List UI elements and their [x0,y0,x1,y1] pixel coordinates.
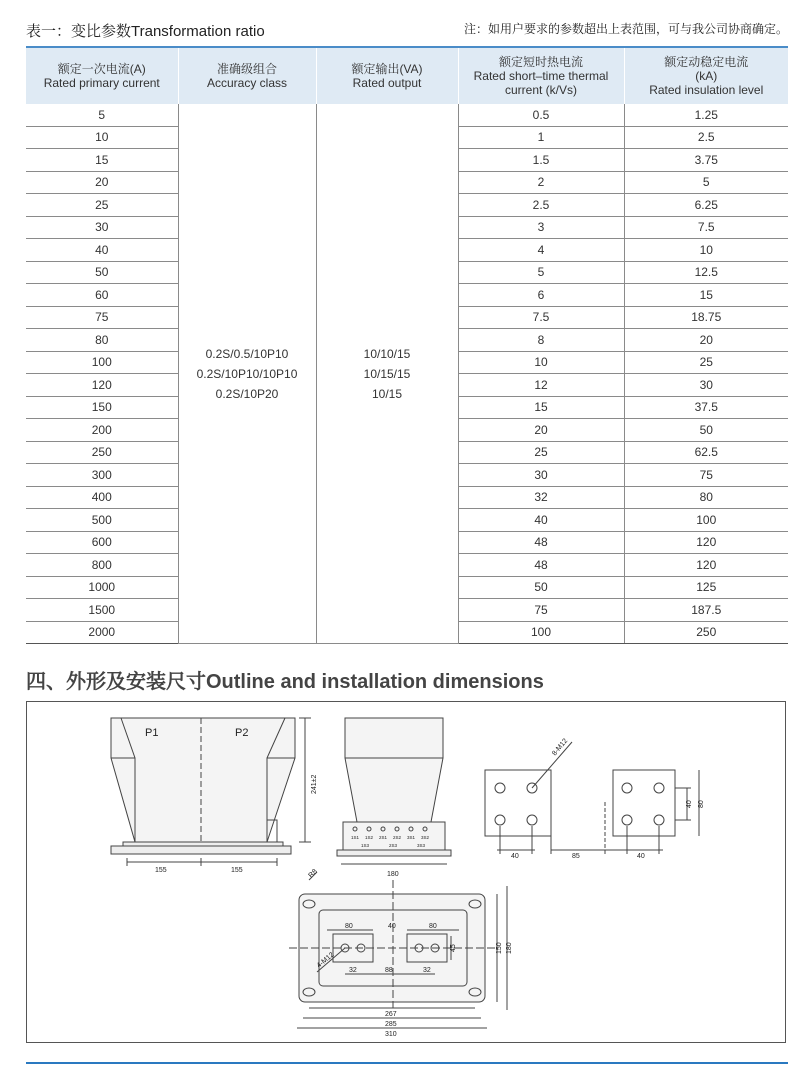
header-primary-current: 额定一次电流(A) Rated primary current [26,47,178,104]
header-dynamic-current: 额定动稳定电流 (kA) Rated insulation level [624,47,788,104]
cell-primary-current: 30 [26,216,178,239]
cell-dynamic-current: 100 [624,509,788,532]
rated-output-value: 10/10/15 [363,346,411,361]
cell-thermal-current: 15 [458,396,624,419]
cell-thermal-current: 6 [458,284,624,307]
cell-primary-current: 800 [26,554,178,577]
label-p1: P1 [145,727,159,739]
dimension-drawing [26,701,786,1043]
cell-thermal-current: 5 [458,261,624,284]
bottom-rule [26,1062,788,1064]
base-dimension-label: 45 [450,944,457,952]
terminal-label: 2S1 [379,835,388,840]
drawing-canvas [27,702,785,1042]
cell-thermal-current: 12 [458,374,624,397]
cell-primary-current: 50 [26,261,178,284]
cell-primary-current: 250 [26,441,178,464]
cell-primary-current: 400 [26,486,178,509]
cell-thermal-current: 48 [458,531,624,554]
cell-dynamic-current: 20 [624,329,788,352]
cell-primary-current: 25 [26,194,178,217]
front-view [111,718,318,874]
base-dimension-label: 180 [506,942,513,954]
terminal-label: 2S2 [393,835,402,840]
cell-accuracy-class [178,104,316,644]
cell-primary-current: 600 [26,531,178,554]
cell-primary-current: 300 [26,464,178,487]
cell-primary-current: 2000 [26,621,178,644]
cell-primary-current: 150 [26,396,178,419]
cell-dynamic-current: 18.75 [624,306,788,329]
cell-thermal-current: 100 [458,621,624,644]
dim-front-left: 155 [155,867,167,874]
cell-primary-current: 20 [26,171,178,194]
terminal-label: 3S1 [407,835,416,840]
cell-thermal-current: 20 [458,419,624,442]
bolt-label: 8-M12 [551,737,570,758]
base-dimension-label: 80 [345,923,353,930]
cell-thermal-current: 48 [458,554,624,577]
cell-dynamic-current: 120 [624,531,788,554]
cell-primary-current: 5 [26,104,178,126]
table-note: 注：如用户要求的参数超出上表范围，可与我公司协商确定。 [463,22,788,36]
cell-dynamic-current: 5 [624,171,788,194]
cell-thermal-current: 7.5 [458,306,624,329]
accuracy-class-value: 0.2S/0.5/10P10 [205,346,289,361]
cell-dynamic-current: 250 [624,621,788,644]
label-p2: P2 [235,727,249,739]
base-dimension-label: 150 [496,942,503,954]
cell-dynamic-current: 37.5 [624,396,788,419]
cell-primary-current: 10 [26,126,178,149]
cell-thermal-current: 3 [458,216,624,239]
terminal-label: 1S3 [361,843,370,848]
pad-a-view [485,738,637,860]
base-dimension-label: 310 [385,1031,397,1038]
cell-dynamic-current: 15 [624,284,788,307]
cell-primary-current: 60 [26,284,178,307]
dim-front-right: 155 [231,867,243,874]
base-dimension-label: 32 [423,967,431,974]
cell-thermal-current: 1.5 [458,149,624,172]
pad-b-dim-40a: 40 [637,853,645,860]
cell-rated-output [316,104,458,644]
cell-dynamic-current: 30 [624,374,788,397]
pad-a-dim-40: 40 [511,853,519,860]
cell-thermal-current: 1 [458,126,624,149]
cell-thermal-current: 2 [458,171,624,194]
pad-b-view [613,770,705,860]
cell-dynamic-current: 6.25 [624,194,788,217]
cell-dynamic-current: 62.5 [624,441,788,464]
pad-a-dim-85: 85 [572,853,580,860]
pad-b-dim-40b: 40 [686,800,693,808]
base-view [289,868,513,1038]
cell-thermal-current: 30 [458,464,624,487]
table-caption: 表一：变比参数Transformation ratio [26,23,265,40]
terminal-label: 1S1 [351,835,360,840]
pad-b-dim-80: 80 [698,800,705,808]
table-row [26,104,788,126]
dim-side-width: 180 [387,871,399,878]
cell-primary-current: 100 [26,351,178,374]
cell-primary-current: 200 [26,419,178,442]
cell-primary-current: 120 [26,374,178,397]
cell-primary-current: 80 [26,329,178,352]
cell-primary-current: 1500 [26,599,178,622]
cell-dynamic-current: 10 [624,239,788,262]
cell-thermal-current: 40 [458,509,624,532]
accuracy-class-value: 0.2S/10P20 [215,386,279,401]
base-radius-label: R8 [307,868,319,880]
header-thermal-current: 额定短时热电流 Rated short–time thermal current (k/Vs) [458,47,624,104]
cell-dynamic-current: 187.5 [624,599,788,622]
cell-primary-current: 75 [26,306,178,329]
base-dimension-label: 88 [385,967,393,974]
cell-dynamic-current: 2.5 [624,126,788,149]
dim-front-height: 241±2 [311,774,318,794]
cell-primary-current: 15 [26,149,178,172]
cell-thermal-current: 32 [458,486,624,509]
base-dimension-label: 32 [349,967,357,974]
base-dimension-label: 285 [385,1021,397,1028]
cell-primary-current: 40 [26,239,178,262]
terminal-label: 2S3 [389,843,398,848]
section-title: 四、外形及安装尺寸Outline and installation dimensions [26,671,544,693]
base-holes-label: 4-M12 [315,951,336,970]
cell-dynamic-current: 3.75 [624,149,788,172]
terminal-label: 3S3 [417,843,426,848]
rated-output-value: 10/15/15 [363,366,411,381]
cell-dynamic-current: 75 [624,464,788,487]
cell-dynamic-current: 12.5 [624,261,788,284]
terminal-label: 1S2 [365,835,374,840]
cell-dynamic-current: 125 [624,576,788,599]
cell-primary-current: 500 [26,509,178,532]
cell-thermal-current: 50 [458,576,624,599]
accuracy-class-value: 0.2S/10P10/10P10 [196,366,298,381]
cell-thermal-current: 25 [458,441,624,464]
cell-dynamic-current: 80 [624,486,788,509]
transformation-ratio-table [26,46,788,644]
cell-dynamic-current: 120 [624,554,788,577]
cell-primary-current: 1000 [26,576,178,599]
cell-thermal-current: 4 [458,239,624,262]
terminal-label: 3S2 [421,835,430,840]
cell-dynamic-current: 25 [624,351,788,374]
cell-thermal-current: 0.5 [458,104,624,126]
cell-dynamic-current: 50 [624,419,788,442]
base-dimension-label: 40 [388,923,396,930]
header-rated-output: 额定输出(VA) Rated output [316,47,458,104]
cell-thermal-current: 75 [458,599,624,622]
cell-thermal-current: 2.5 [458,194,624,217]
cell-thermal-current: 8 [458,329,624,352]
cell-thermal-current: 10 [458,351,624,374]
cell-dynamic-current: 7.5 [624,216,788,239]
table-header-row [26,47,788,104]
side-view [337,718,451,878]
rated-output-value: 10/15 [371,386,403,401]
base-dimension-label: 80 [429,923,437,930]
cell-dynamic-current: 1.25 [624,104,788,126]
base-dimension-label: 267 [385,1011,397,1018]
header-accuracy-class: 准确级组合 Accuracy class [178,47,316,104]
